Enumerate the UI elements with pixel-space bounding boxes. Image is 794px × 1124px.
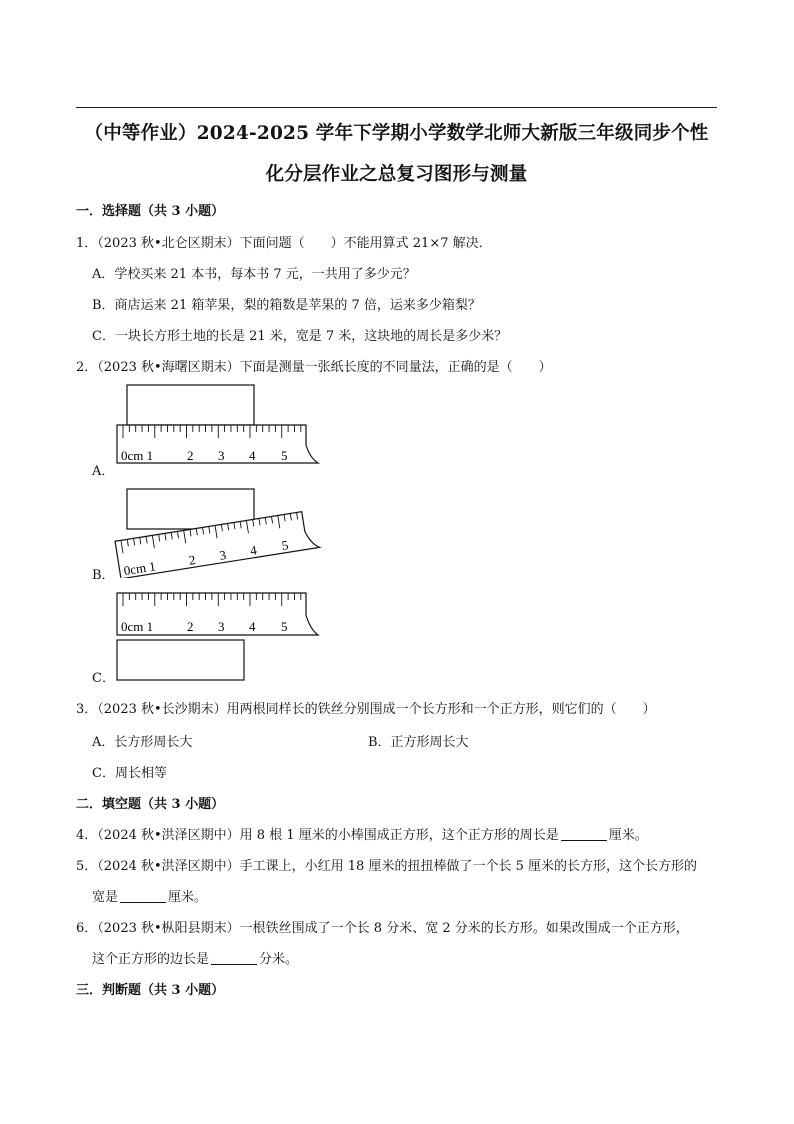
section-heading-judge: 三．判断题（共 3 小题） [76, 983, 225, 998]
question-6-line-2 [92, 948, 298, 967]
section-heading-fill: 二．填空题（共 3 小题） [76, 797, 225, 812]
question-2-option-a: A． [92, 464, 115, 479]
section-heading-choice: 一．选择题（共 3 小题） [76, 204, 225, 219]
ruler-label-0-1: 0cm 1 [122, 558, 157, 578]
question-2-stem: 2．（2023 秋•海曙区期末）下面是测量一张纸长度的不同量法，正确的是（ ） [76, 360, 552, 375]
paper-rect [117, 640, 244, 680]
ruler-label-2: 2 [187, 448, 194, 463]
question-3-option-b: B．正方形周长大 [368, 735, 469, 750]
question-1-option-a: A．学校买来 21 本书，每本书 7 元，一共用了多少元？ [92, 267, 416, 282]
question-4 [76, 824, 648, 843]
ruler-label-3: 3 [218, 619, 225, 634]
question-1-stem: 1．（2023 秋•北仑区期末）下面问题（ ）不能用算式 21×7 解决． [76, 236, 492, 251]
question-3-stem: 3．（2023 秋•长沙期末）用两根同样长的铁丝分别围成一个长方形和一个正方形，则它们的（ ） [76, 702, 656, 717]
ruler-label-0-1: 0cm 1 [121, 619, 154, 634]
figure-c-ruler-above-paper [113, 591, 323, 683]
ruler-label-0-1: 0cm 1 [121, 448, 154, 463]
ruler-label-3: 3 [218, 547, 228, 563]
question-5-line-1: 5．（2024 秋•洪泽区期中）手工课上，小红用 18 厘米的扭扭棒做了一个长 5 厘米的长方形，这个长方形的 [76, 859, 697, 874]
question-4-text: 4．（2024 秋•洪泽区期中）用 8 根 1 厘米的小棒围成正方形，这个正方形的周长是 [76, 828, 559, 843]
question-1-option-b: B．商店运来 21 箱苹果，梨的箱数是苹果的 7 倍，运来多少箱梨？ [92, 298, 481, 313]
page-title-line-2: 化分层作业之总复习图形与测量 [265, 164, 528, 185]
question-5-line-2 [92, 886, 207, 905]
ruler-label-5: 5 [281, 448, 288, 463]
question-1-option-c: C．一块长方形土地的长是 21 米，宽是 7 米，这块地的周长是多少米？ [92, 329, 508, 344]
ruler-label-4: 4 [249, 448, 256, 463]
page-title-line-1: （中等作业）2024-2025 学年下学期小学数学北师大新版三年级同步个性 [84, 123, 709, 144]
ruler-label-5: 5 [280, 537, 290, 554]
header-rule [76, 107, 717, 108]
ruler-label-2: 2 [187, 619, 194, 634]
answer-blank[interactable] [120, 890, 166, 903]
question-2-option-c: C． [92, 671, 115, 686]
ruler-label-5: 5 [281, 619, 288, 634]
figure-b-tilted-ruler [113, 486, 323, 578]
ruler-label-2: 2 [187, 552, 197, 568]
answer-blank[interactable] [561, 828, 607, 841]
question-3-option-c: C．周长相等 [92, 766, 167, 781]
ruler-label-4: 4 [249, 542, 258, 559]
question-5-unit: 厘米。 [168, 890, 208, 905]
figure-a-ruler-measurement [113, 383, 323, 469]
question-5-text: 宽是 [92, 890, 119, 905]
question-6-line-1: 6．（2023 秋•枞阳县期末）一根铁丝围成了一个长 8 分米、宽 2 分米的长方形。如果改围成一个正方形， [76, 921, 689, 936]
question-3-option-a: A．长方形周长大 [92, 735, 193, 750]
answer-blank[interactable] [211, 952, 257, 965]
ruler-label-3: 3 [218, 448, 225, 463]
question-6-text: 这个正方形的边长是 [92, 952, 210, 967]
question-6-unit: 分米。 [259, 952, 299, 967]
question-4-unit: 厘米。 [608, 828, 648, 843]
paper-rect [127, 385, 254, 425]
question-2-option-b: B． [92, 568, 115, 583]
ruler-label-4: 4 [249, 619, 256, 634]
